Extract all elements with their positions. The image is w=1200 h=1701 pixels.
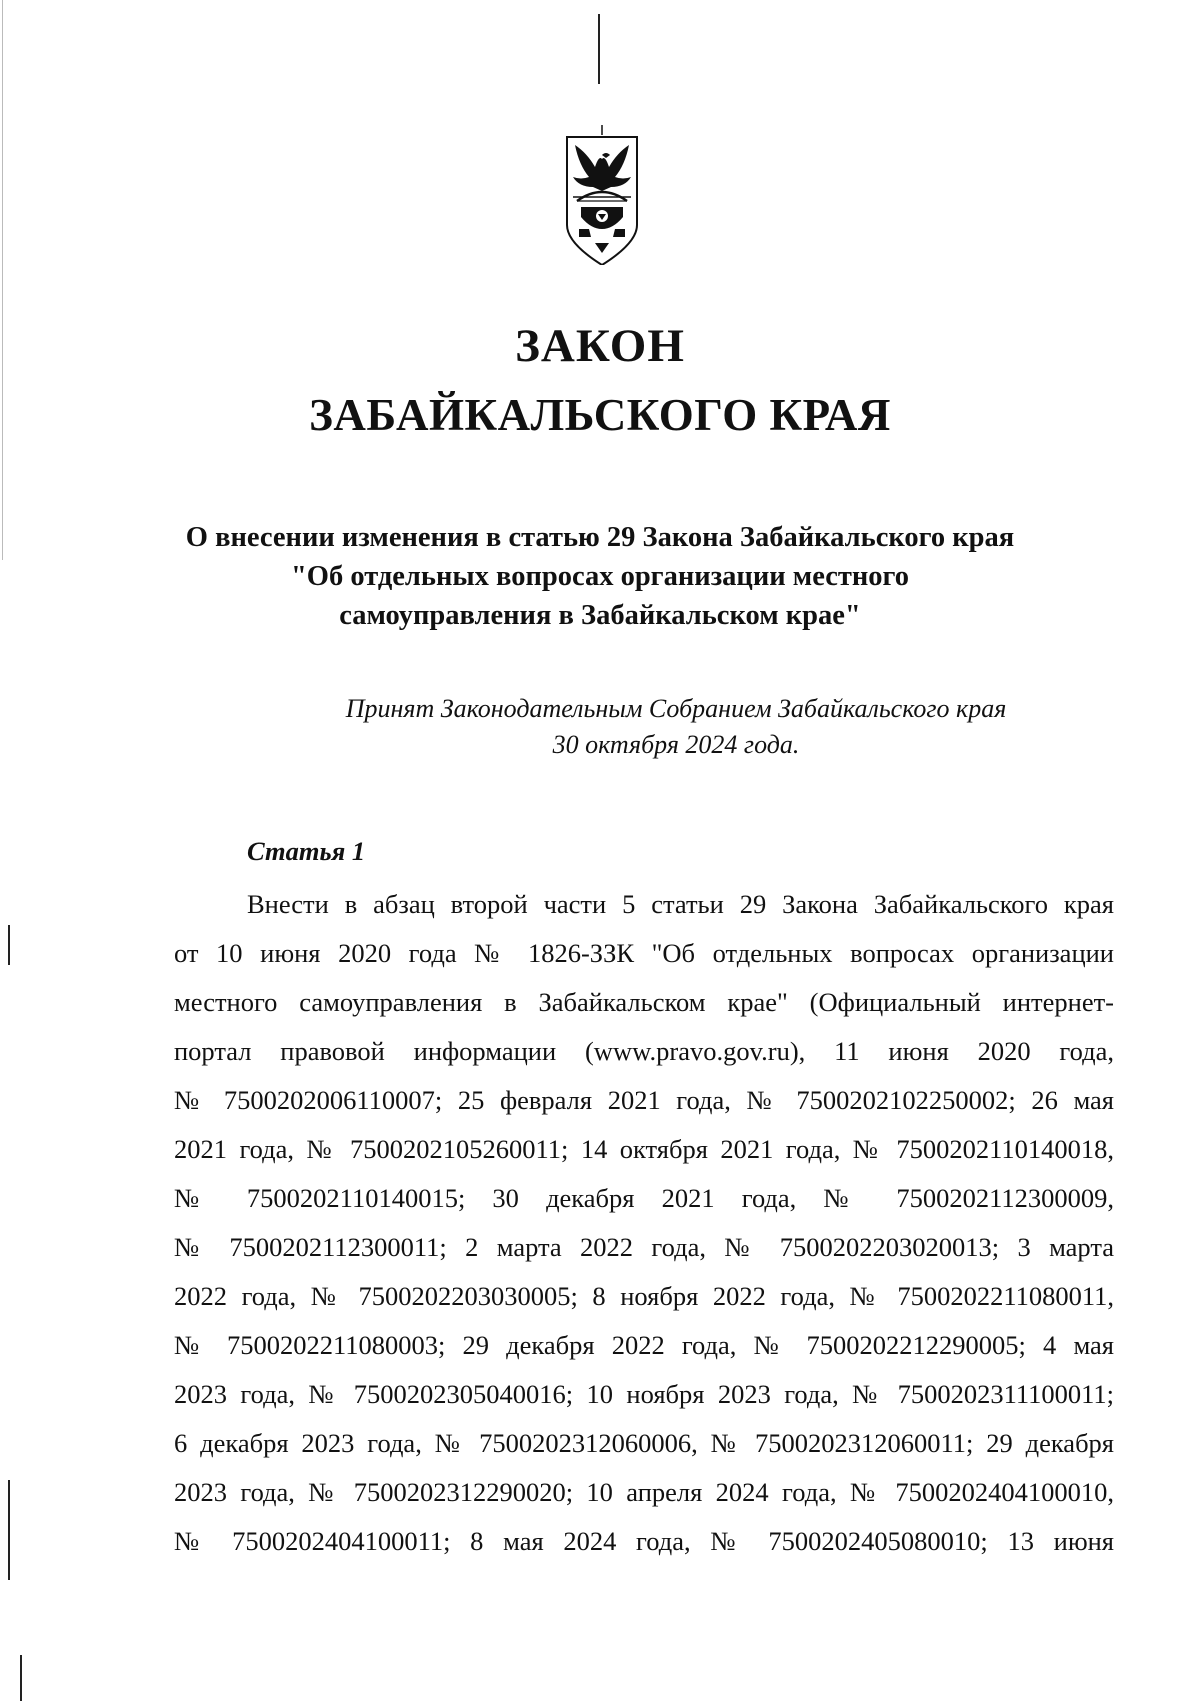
body-line: от 10 июня 2020 года № 1826-ЗЗК "Об отдельных вопросах организации [174,938,1114,968]
scan-artifact-left-3 [20,1655,22,1701]
document-title-region: ЗАБАЙКАЛЬСКОГО КРАЯ [309,390,891,440]
body-line: № 7500202211080003; 29 декабря 2022 года, № 7500202212290005; 4 мая [174,1330,1114,1360]
scan-artifact-edge [2,0,3,560]
scan-artifact-left-1 [8,925,10,965]
scan-artifact-left-2 [8,1480,10,1580]
subject-line: самоуправления в Забайкальском крае" [339,600,861,631]
scan-artifact-top [598,14,600,84]
body-line: Внести в абзац второй части 5 статьи 29 Закона Забайкальского края [247,889,1114,919]
adoption-note [316,691,1036,763]
body-line: № 7500202006110007; 25 февраля 2021 года, № 7500202102250002; 26 мая [174,1085,1114,1115]
body-line: № 7500202110140015; 30 декабря 2021 года, № 7500202112300009, [174,1183,1114,1213]
body-line: 2021 года, № 7500202105260011; 14 октября 2021 года, № 7500202110140018, [174,1134,1114,1164]
adoption-line: Принят Законодательным Собранием Забайкальского края [345,694,1007,723]
article-heading: Статья 1 [247,836,366,866]
body-line: 2023 года, № 7500202312290020; 10 апреля 2024 года, № 7500202404100010, [174,1477,1114,1507]
body-line: № 7500202112300011; 2 марта 2022 года, № 7500202203020013; 3 марта [174,1232,1114,1262]
body-line: местного самоуправления в Забайкальском крае" (Официальный интернет- [174,987,1114,1017]
article-body [174,880,1114,1566]
body-line: 6 декабря 2023 года, № 7500202312060006, № 7500202312060011; 29 декабря [174,1428,1114,1458]
document-title: ЗАКОН [515,320,685,372]
body-line: 2023 года, № 7500202305040016; 10 ноября 2023 года, № 7500202311100011; [174,1379,1114,1409]
body-line: 2022 года, № 7500202203030005; 8 ноября 2022 года, № 7500202211080011, [174,1281,1114,1311]
coat-of-arms-icon [565,125,639,265]
body-line: портал правовой информации (www.pravo.gov.ru), 11 июня 2020 года, [174,1036,1114,1066]
adoption-date: 30 октября 2024 года. [552,730,800,759]
subject-line: О внесении изменения в статью 29 Закона Забайкальского края [185,522,1015,553]
document-subject [0,518,1200,635]
body-line: № 7500202404100011; 8 мая 2024 года, № 7500202405080010; 13 июня [174,1526,1114,1556]
subject-line: "Об отдельных вопросах организации местного [290,561,910,592]
